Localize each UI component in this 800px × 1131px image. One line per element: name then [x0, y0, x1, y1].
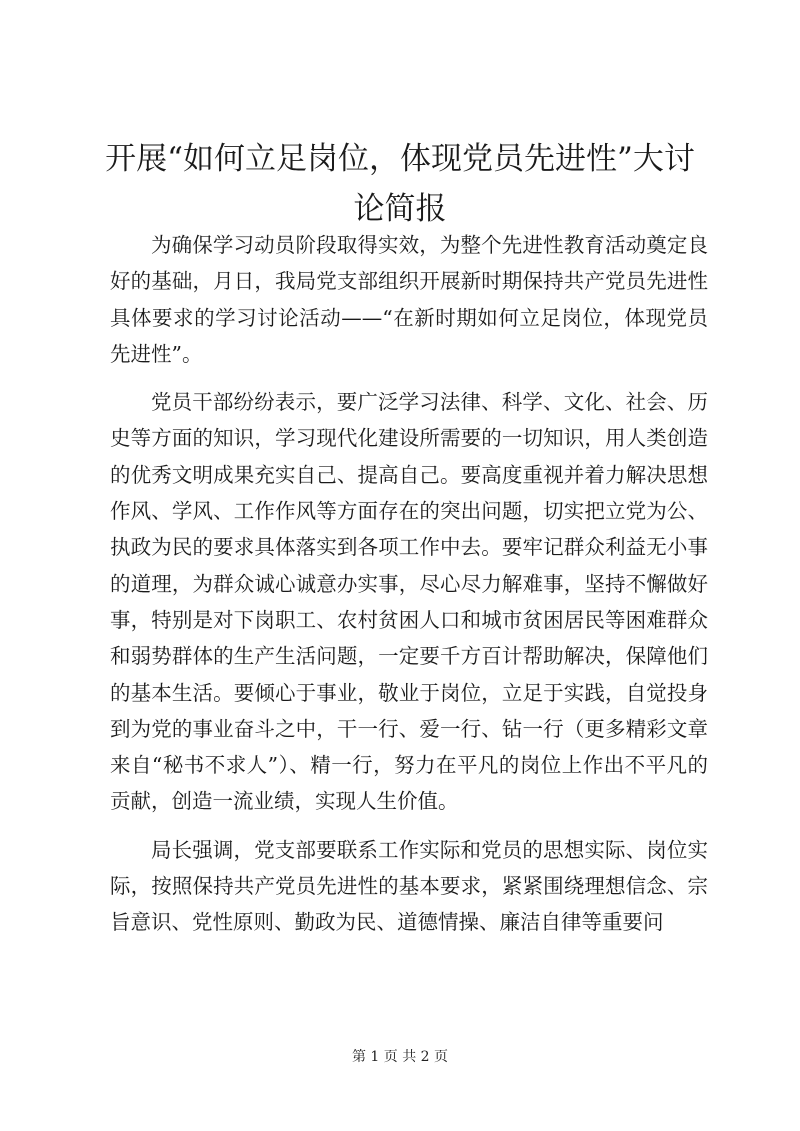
document-body	[110, 227, 708, 941]
page-footer: 第 1 页 共 2 页	[351, 1049, 449, 1065]
paragraph-1: 为确保学习动员阶段取得实效，为整个先进性教育活动奠定良好的基础，月日，我局党支部组织开展新时期保持共产党员先进性具体要求的学习讨论活动——“在新时期如何立足岗位，体现党员先进性”。	[110, 233, 708, 366]
paragraph-2: 党员干部纷纷表示，要广泛学习法律、科学、文化、社会、历史等方面的知识，学习现代化建设所需要的一切知识，用人类创造的优秀文明成果充实自己、提高自己。要高度重视并着力解决思想作风、学风、工作作风等方面存在的突出问题，切实把立党为公、执政为民的要求具体落实到各项工作中去。要牢记群众利益无小事的道理，为群众诚心诚意办实事，尽心尽力解难事，坚持不懈做好事，特别是对下岗职工、农村贫困人口和城市贫困居民等困难群众和弱势群体的生产生活问题，一定要千方百计帮助解决，保障他们的基本生活。要倾心于事业，敬业于岗位，立足于实践，自觉投身到为党的事业奋斗之中，干一行、爱一行、钻一行（更多精彩文章来自“秘书不求人”）、精一行，努力在平凡的岗位上作出不平凡的贡献，创造一流业绩，实现人生价值。	[110, 390, 708, 814]
paragraph-3: 局长强调，党支部要联系工作实际和党员的思想实际、岗位实际，按照保持共产党员先进性的基本要求，紧紧围绕理想信念、宗旨意识、党性原则、勤政为民、道德情操、廉洁自律等重要问	[110, 837, 708, 935]
document-title: 开展“如何立足岗位，体现党员先进性”大讨论简报	[105, 141, 695, 227]
